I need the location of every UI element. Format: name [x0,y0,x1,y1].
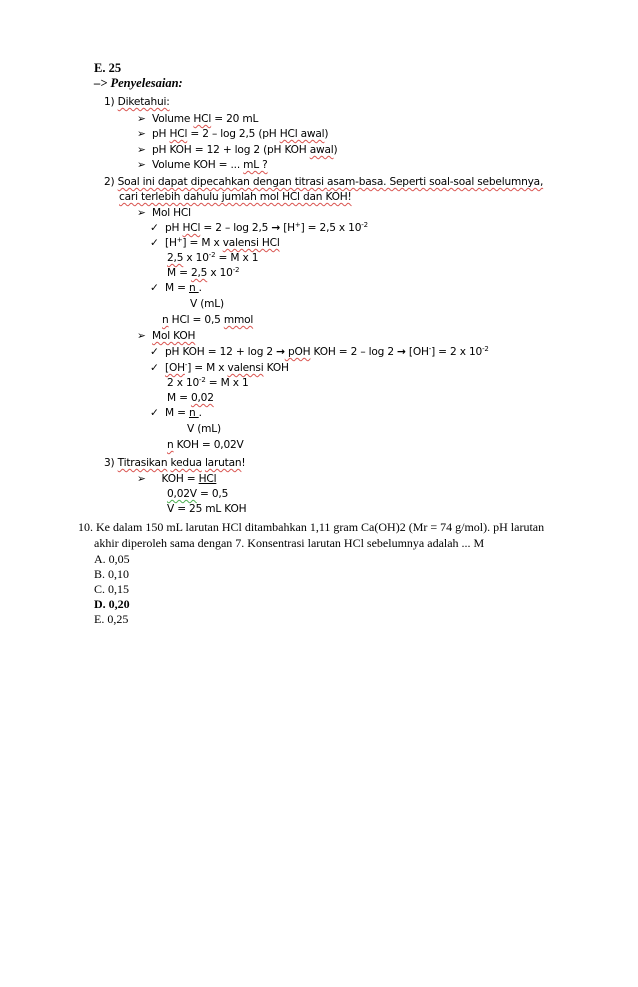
arrow-right-icon: → [276,346,285,358]
question-10-line-1: 10. Ke dalam 150 mL larutan HCl ditambahkan 1,11 gram Ca(OH)2 (Mr = 74 g/mol). pH larutan [78,520,545,534]
step1-item-3: ➢ pH KOH = 12 + log 2 (pH KOH awal) [137,144,338,156]
mol-hcl-formula: ✓ M = n . [150,282,202,294]
step3-eq-1: ➢ KOH = HCl [137,473,217,485]
step3-eq-2: 0,02V = 0,5 [167,488,229,500]
option-b: B. 0,10 [94,567,130,581]
mol-hcl-result: n HCl = 0,5 mmol [162,314,254,326]
step2-line-2: cari terlebih dahulu jumlah mol HCl dan KOH! [119,191,352,203]
check-icon: ✓ [150,346,159,358]
arrow-right-icon: → [271,222,281,234]
step1-item-1: ➢ Volume HCl = 20 mL [137,113,259,125]
step1-number: 1) [104,96,115,108]
mol-koh-ph: ✓ pH KOH = 12 + log 2 → pOH KOH = 2 – log 2 → [OH-] = 2 x $10^{-2}$ [150,345,489,358]
check-icon: ✓ [150,222,159,234]
mol-koh-vml: V (mL) [187,423,221,435]
option-d: D. 0,20 [94,597,130,611]
step1-heading [104,96,170,108]
mol-koh-calc-1: 2 x $10^{-2} = M$ x 1 [167,376,249,389]
arrowhead-icon: ➢ [137,128,146,140]
arrowhead-icon: ➢ [137,330,146,342]
arrowhead-icon: ➢ [137,159,146,171]
step1-item-4: ➢ Volume KOH = ... mL ? [137,159,268,171]
arrow-right-icon: → [397,346,406,358]
check-icon: ✓ [150,237,159,249]
mol-koh-calc-2: M = 0,02 [167,392,214,404]
solution-label: –> Penyelesaian: [94,76,183,90]
step2-line-1: 2) Soal ini dapat dipecahkan dengan titrasi asam-basa. Seperti soal-soal sebelumnya, [104,176,544,188]
option-a: A. 0,05 [94,552,130,566]
option-e: E. 0,25 [94,612,129,626]
question-10-line-2: akhir diperoleh sama dengan 7. Konsentrasi larutan HCl sebelumnya adalah ... M [94,536,485,550]
mol-hcl-heading: ➢ Mol HCl [137,207,191,219]
arrowhead-icon: ➢ [137,144,146,156]
arrowhead-icon: ➢ [137,113,146,125]
check-icon: ✓ [150,282,159,294]
answer-e: E. 25 [94,61,122,75]
arrowhead-icon: ➢ [137,207,146,219]
step3-heading: 3) Titrasikan kedua larutan! [104,457,246,469]
mol-koh-oh: ✓ [OH-] = M x valensi KOH [150,361,289,374]
step3-eq-3: V = 25 mL KOH [167,503,247,515]
mol-koh-heading: ➢ Mol KOH [137,330,196,342]
check-icon: ✓ [150,362,159,374]
mol-hcl-hplus: ✓ [H+] = M x valensi HCl [150,236,280,249]
mol-koh-result: n KOH = 0,02V [167,439,244,451]
option-c: C. 0,15 [94,582,130,596]
mol-hcl-calc-2: M = 2,5 x $10^{-2}$ [167,266,240,279]
step1-item-2: ➢ pH HCl = 2 – log 2,5 (pH HCl awal) [137,128,329,140]
arrowhead-icon: ➢ [137,473,146,485]
question-number: 10. [78,520,93,534]
mol-koh-formula: ✓ M = n . [150,407,202,419]
mol-hcl-ph: ✓ pH HCl = 2 – log 2,5 → [H+] = 2,5 x $10^{-2}$ [150,221,368,234]
mol-hcl-vml: V (mL) [190,298,224,310]
check-icon: ✓ [150,407,159,419]
mol-hcl-calc-1: 2,5 x $10^{-2} = M$ x 1 [167,251,259,264]
step1-title: Diketahui: [117,96,170,108]
